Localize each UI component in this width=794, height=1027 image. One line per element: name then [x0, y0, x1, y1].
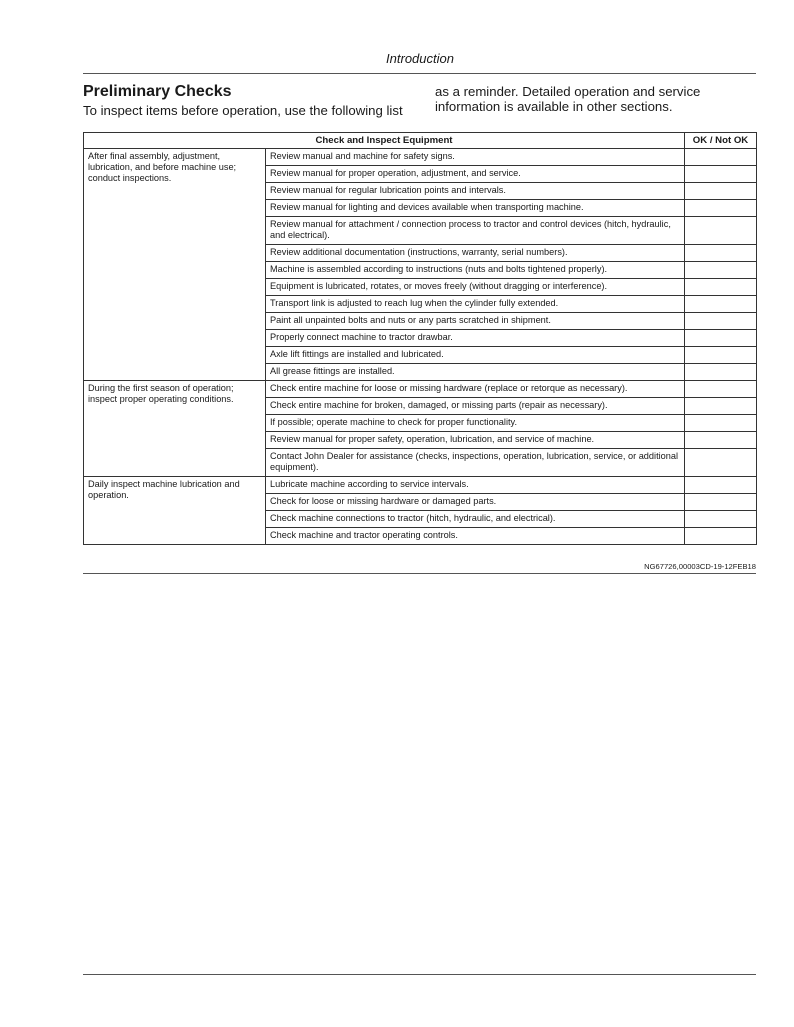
- intro-text-left: To inspect items before operation, use the following list: [83, 103, 403, 118]
- check-item: Equipment is lubricated, rotates, or moves freely (without dragging or interference).: [266, 279, 685, 296]
- check-item: Check entire machine for loose or missing hardware (replace or retorque as necessary).: [266, 381, 685, 398]
- status-cell[interactable]: [685, 477, 757, 494]
- condition-cell: After final assembly, adjustment, lubrication, and before machine use; conduct inspections.: [84, 149, 266, 381]
- header-rule: [83, 73, 756, 74]
- check-item: Axle lift fittings are installed and lubricated.: [266, 347, 685, 364]
- check-item: All grease fittings are installed.: [266, 364, 685, 381]
- status-cell[interactable]: [685, 494, 757, 511]
- check-item: Contact John Dealer for assistance (checks, inspections, operation, lubrication, service, or additional equipment).: [266, 449, 685, 477]
- check-item: Review manual for lighting and devices available when transporting machine.: [266, 200, 685, 217]
- condition-cell: During the first season of operation; inspect proper operating conditions.: [84, 381, 266, 477]
- status-cell[interactable]: [685, 449, 757, 477]
- check-item: Review manual for regular lubrication points and intervals.: [266, 183, 685, 200]
- status-cell[interactable]: [685, 398, 757, 415]
- table-row: [84, 381, 757, 398]
- status-cell[interactable]: [685, 330, 757, 347]
- check-item: Review manual and machine for safety signs.: [266, 149, 685, 166]
- status-cell[interactable]: [685, 432, 757, 449]
- check-item: Review manual for proper safety, operation, lubrication, and service of machine.: [266, 432, 685, 449]
- page-footer-rule: [83, 974, 756, 975]
- status-cell[interactable]: [685, 200, 757, 217]
- status-cell[interactable]: [685, 166, 757, 183]
- preliminary-checks-table: [83, 132, 757, 545]
- table-row: [84, 149, 757, 166]
- status-cell[interactable]: [685, 245, 757, 262]
- running-header: Introduction: [386, 51, 454, 66]
- check-item: Lubricate machine according to service intervals.: [266, 477, 685, 494]
- table-row: [84, 477, 757, 494]
- check-item: Review additional documentation (instructions, warranty, serial numbers).: [266, 245, 685, 262]
- document-id-code: NG67726,00003CD-19-12FEB18: [644, 562, 756, 571]
- table-header-row: [84, 133, 757, 149]
- check-item: Check machine and tractor operating controls.: [266, 528, 685, 545]
- status-cell[interactable]: [685, 149, 757, 166]
- status-cell[interactable]: [685, 279, 757, 296]
- column-header-status: OK / Not OK: [685, 133, 757, 149]
- status-cell[interactable]: [685, 183, 757, 200]
- status-cell[interactable]: [685, 262, 757, 279]
- column-header-check: Check and Inspect Equipment: [84, 133, 685, 149]
- status-cell[interactable]: [685, 511, 757, 528]
- section-title: Preliminary Checks: [83, 83, 232, 100]
- check-item: If possible; operate machine to check for proper functionality.: [266, 415, 685, 432]
- check-item: Check for loose or missing hardware or damaged parts.: [266, 494, 685, 511]
- status-cell[interactable]: [685, 415, 757, 432]
- check-item: Machine is assembled according to instructions (nuts and bolts tightened properly).: [266, 262, 685, 279]
- section-end-rule: [83, 573, 756, 574]
- check-item: Check machine connections to tractor (hitch, hydraulic, and electrical).: [266, 511, 685, 528]
- check-item: Paint all unpainted bolts and nuts or any parts scratched in shipment.: [266, 313, 685, 330]
- status-cell[interactable]: [685, 347, 757, 364]
- check-item: Review manual for proper operation, adjustment, and service.: [266, 166, 685, 183]
- check-item: Review manual for attachment / connection process to tractor and control devices (hitch, hydraulic, and electrical).: [266, 217, 685, 245]
- check-item: Check entire machine for broken, damaged, or missing parts (repair as necessary).: [266, 398, 685, 415]
- status-cell[interactable]: [685, 528, 757, 545]
- intro-text-right: as a reminder. Detailed operation and service information is available in other sections.: [435, 84, 701, 114]
- status-cell[interactable]: [685, 217, 757, 245]
- check-item: Transport link is adjusted to reach lug when the cylinder fully extended.: [266, 296, 685, 313]
- status-cell[interactable]: [685, 296, 757, 313]
- status-cell[interactable]: [685, 313, 757, 330]
- status-cell[interactable]: [685, 364, 757, 381]
- status-cell[interactable]: [685, 381, 757, 398]
- condition-cell: Daily inspect machine lubrication and operation.: [84, 477, 266, 545]
- check-item: Properly connect machine to tractor drawbar.: [266, 330, 685, 347]
